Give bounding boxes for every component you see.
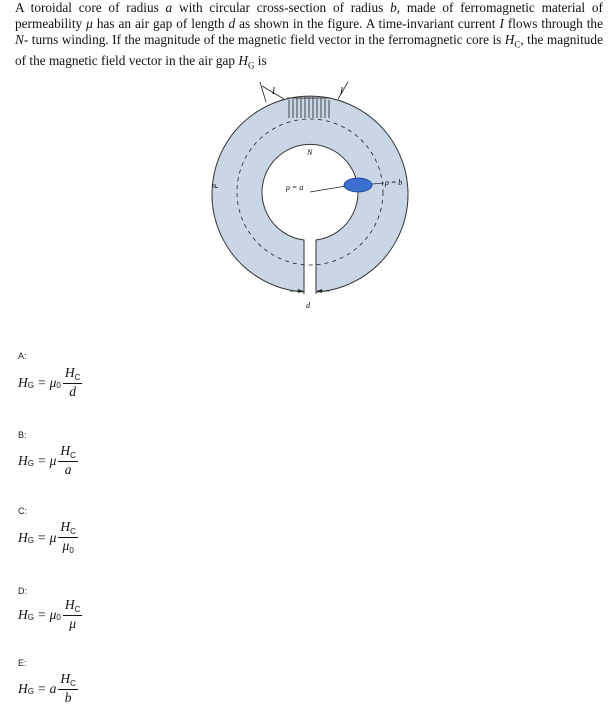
- radius-a-label: ρ = a: [286, 183, 304, 192]
- option-c-equation[interactable]: H G = μ $\frac{H_C}{\mu_0}$: [18, 519, 76, 555]
- cross-section: [344, 178, 372, 192]
- option-b-equation[interactable]: H G = μ $\frac{H_C}{a}$: [18, 443, 76, 477]
- current-label-left: I: [272, 86, 275, 96]
- gap-length-label: d: [306, 301, 310, 310]
- option-a-equation[interactable]: H G = μ 0 $\frac{H_C}{d}$: [18, 365, 81, 399]
- radius-b-label: ρ = b: [385, 178, 403, 187]
- option-c-letter: C:: [18, 506, 27, 516]
- option-d-letter: D:: [18, 586, 27, 596]
- option-e-letter: E:: [18, 658, 27, 668]
- option-a-letter: A:: [18, 351, 27, 361]
- option-e-equation[interactable]: H G = a $\frac{H_C}{b}$: [18, 671, 76, 705]
- question-text: A toroidal core of radius a with circular cross-section of radius b, made of ferromagnetic material of permeability μ has an air gap of length d as shown in the figure. A time-invariant current I flows through the N- turns winding. If the magnitude of the magnetic field vector in the ferromagnetic core is $H_C$, the magnitude of the magnetic field vector in the air gap $H_G$ is: [15, 0, 603, 71]
- permeability-label: μ: [209, 183, 218, 188]
- turns-label: N: [307, 148, 313, 157]
- option-b-letter: B:: [18, 430, 27, 440]
- toroid-figure: [190, 72, 430, 322]
- toroid-core: [212, 96, 408, 292]
- option-d-equation[interactable]: H G = μ 0 $\frac{H_C}{\mu}$: [18, 597, 81, 631]
- current-label-right: I: [340, 86, 343, 96]
